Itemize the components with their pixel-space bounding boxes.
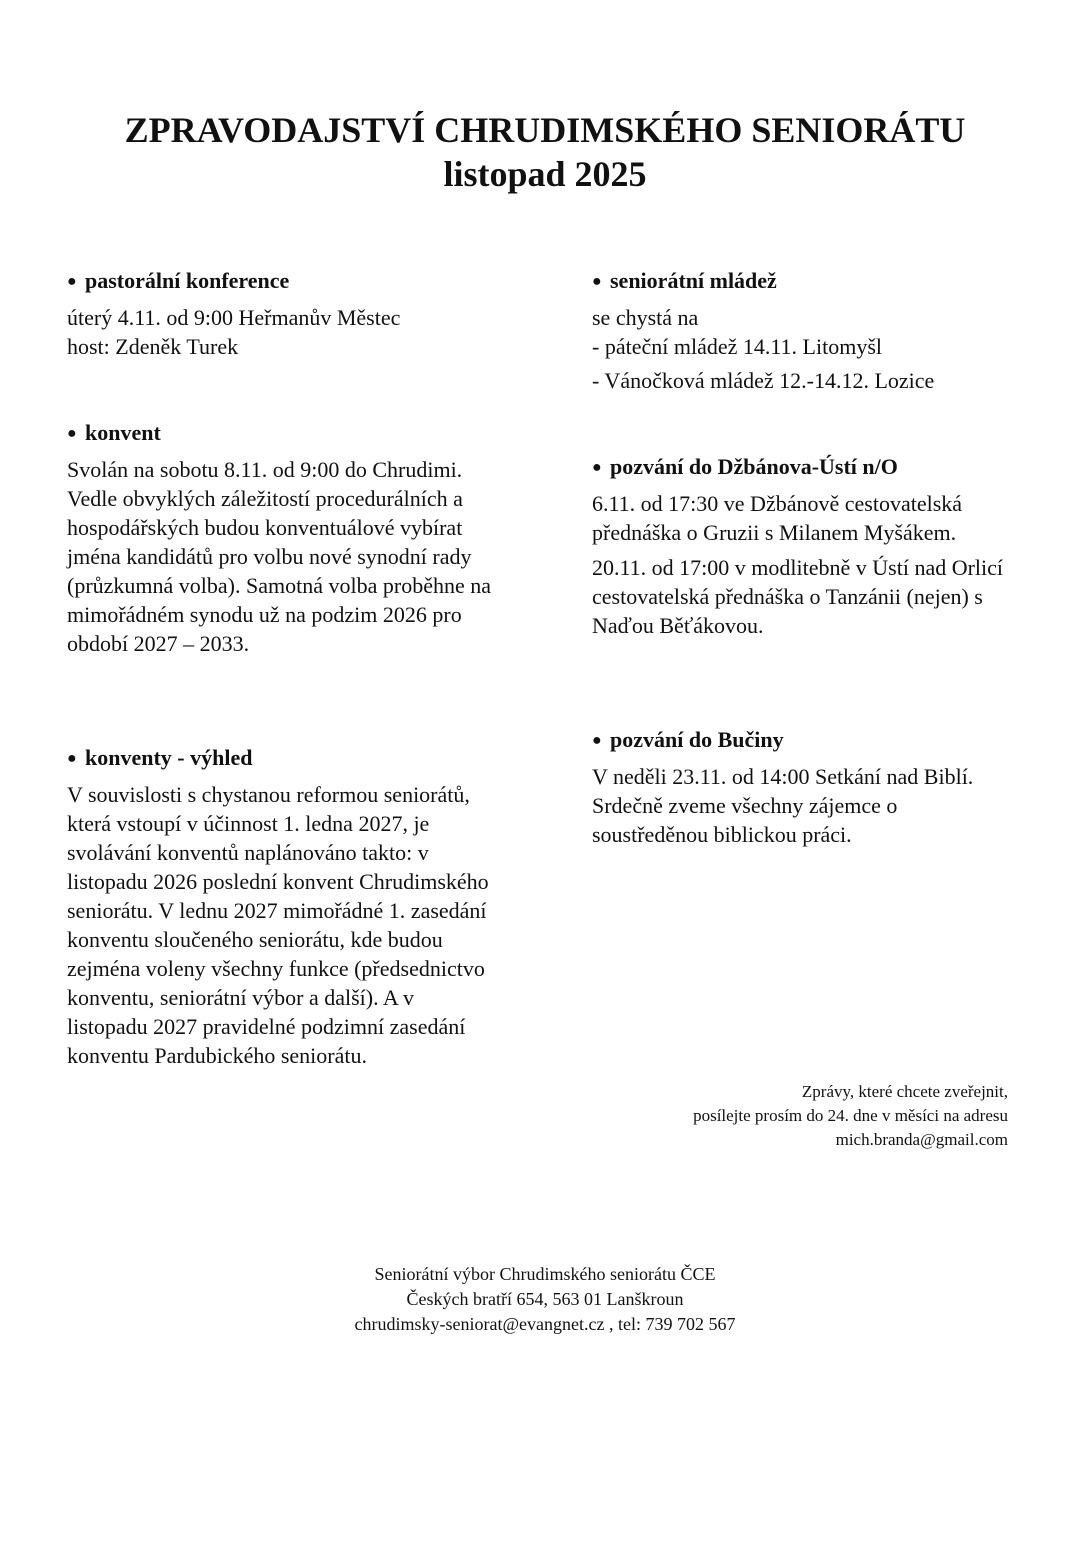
bullet-icon: ● <box>592 273 602 290</box>
section-text: V neděli 23.11. od 14:00 Setkání nad Biblí. Srdečně zveme všechny zájemce o soustředěnou biblickou práci. <box>592 764 974 847</box>
section-heading: ● konventy - výhled <box>67 743 497 774</box>
section-text: 20.11. od 17:00 v modlitebně v Ústí nad Orlicí cestovatelská přednáška o Tanzánii (nejen) s Naďou Běťákovou. <box>592 555 1004 638</box>
bullet-icon: ● <box>592 732 602 749</box>
section-heading: ● pastorální konference <box>67 266 497 297</box>
bullet-icon: ● <box>67 750 77 767</box>
page-title <box>0 108 1090 196</box>
title-line-1: ZPRAVODAJSTVÍ CHRUDIMSKÉHO SENIORÁTU <box>124 110 966 150</box>
section-konventy-vyhled <box>67 743 497 1076</box>
section-konvent <box>67 418 497 664</box>
footer-org: Seniorátní výbor Chrudimského seniorátu ČCE <box>374 1264 716 1284</box>
section-text: 6.11. od 17:30 ve Džbánově cestovatelská přednáška o Gruzii s Milanem Myšákem. <box>592 491 963 545</box>
title-line-2: listopad 2025 <box>443 154 647 194</box>
submission-note <box>588 1080 1008 1152</box>
section-heading: ● konvent <box>67 418 497 449</box>
section-line: úterý 4.11. od 9:00 Heřmanův Městec <box>67 305 401 330</box>
section-line: se chystá na <box>592 305 699 330</box>
note-email: mich.branda@gmail.com <box>835 1130 1008 1149</box>
section-heading: ● seniorátní mládež <box>592 266 1012 297</box>
bullet-icon: ● <box>67 425 77 442</box>
section-text: V souvislosti s chystanou reformou seniorátů, která vstoupí v účinnost 1. ledna 2027, je svolávání konventů naplánováno takto: v listopadu 2026 poslední konvent Chrudimského seniorátu. V lednu 2027 mimořádné 1. zasedání konventu sloučeného seniorátu, kde budou zejména voleny všechny funkce (předsednictvo konventu, seniorátní výbor a další). A v listopadu 2027 pravidelné podzimní zasedání konventu Pardubického seniorátu. <box>67 782 489 1068</box>
section-text: Svolán na sobotu 8.11. od 9:00 do Chrudimi. Vedle obvyklých záležitostí procedurálních a hospodářských budou konventuálové vybírat jména kandidátů pro volbu nové synodní rady (průzkumná volba). Samotná volba proběhne na mimořádném synodu už na podzim 2026 pro období 2027 – 2033. <box>67 457 491 656</box>
section-bucina <box>592 725 1012 855</box>
note-line: posílejte prosím do 24. dne v měsíci na adresu <box>693 1106 1008 1125</box>
section-heading: ● pozvání do Džbánova-Ústí n/O <box>592 452 1012 483</box>
footer <box>0 1262 1090 1337</box>
footer-contact: chrudimsky-seniorat@evangnet.cz , tel: 739 702 567 <box>354 1314 736 1334</box>
bullet-icon: ● <box>67 273 77 290</box>
footer-address: Českých bratří 654, 563 01 Lanškroun <box>406 1289 684 1309</box>
section-dzbanov <box>592 452 1012 646</box>
section-line: - Vánočková mládež 12.-14.12. Lozice <box>592 368 935 393</box>
section-line: - páteční mládež 14.11. Litomyšl <box>592 334 882 359</box>
note-line: Zprávy, které chcete zveřejnit, <box>801 1082 1008 1101</box>
section-heading: ● pozvání do Bučiny <box>592 725 1012 756</box>
section-line: host: Zdeněk Turek <box>67 334 239 359</box>
bullet-icon: ● <box>592 459 602 476</box>
section-pastoral-conference <box>67 266 497 367</box>
section-youth <box>592 266 1012 401</box>
